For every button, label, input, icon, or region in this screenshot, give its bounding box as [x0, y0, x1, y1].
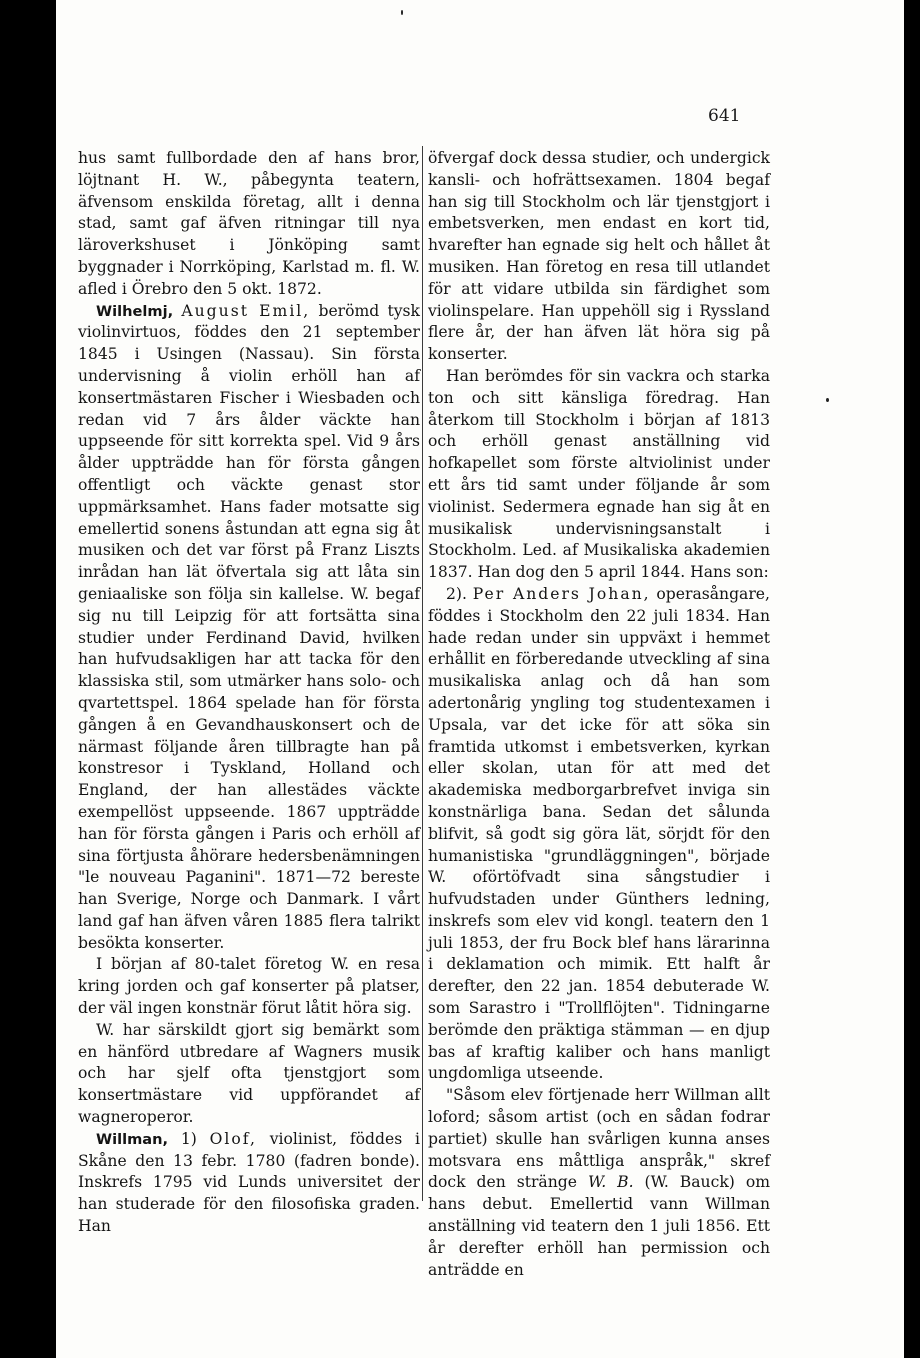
review-text: "Såsom elev förtjenade herr Willman allt loford; såsom artist (och en sådan fodrar partiet) skulle han svårligen kunna anses motsvara ens måttliga anspråk," skref dock den stränge	[428, 1086, 770, 1192]
scanned-page	[56, 0, 904, 1358]
entry-willman	[78, 1129, 420, 1238]
paragraph-wagner: W. har särskildt gjort sig bemärkt som en hänförd utbredare af Wagners musik och har sjelf ofta tjenstgjort som konsertmästare vid uppförandet af wagneroperor.	[78, 1020, 420, 1127]
paragraph-review	[428, 1085, 770, 1281]
given-names: August Emil,	[181, 301, 311, 320]
entry-number: 1)	[168, 1129, 210, 1148]
entry-text: operasångare, föddes i Stockholm den 22 juli 1834. Han hade redan under sin uppväxt i hemmet erhållit en förberedande utveckling af sina musikaliska anlag och då han som adertonårig yngling tog studentexamen i Upsala, var det icke för att söka sin framtida utkomst i embetsverken, kyrkan eller skolan, utan för att med det akademiska medborgarbrefvet inviga sin konstnärliga bana. Sedan det sålunda blifvit, så godt sig göra lät, sörjdt för den humanistiska "grundläggningen", började W. oförtöfvadt sina sångstudier i hufvudstaden under Günthers ledning, inskrefs som elev vid kongl. teatern den 1 juli 1853, der fru Bock blef hans lärarinna i deklamation och mimik. Ett halft år derefter, den 22 jan. 1854 debuterade W. som Sarastro i "Trollflöjten". Tidningarne berömde den präktiga stämman — en djup bas af kraftig kaliber och hans manligt ungdomliga utseende.	[428, 584, 770, 1083]
review-text-end: (W. Bauck) om hans debut. Emellertid vann Willman anställning vid teatern den 1 juli 1856. Ett år derefter erhöll han permission och anträdde en	[428, 1173, 770, 1279]
headword-willman: Willman,	[96, 1130, 169, 1148]
entry-text: berömd tysk violinvirtuos, föddes den 21 september 1845 i Usingen (Nassau). Sin första undervisning å violin erhöll han af konsertmästaren Fischer i Wiesbaden och redan vid 7 års ålder väckte han uppseende för sitt korrekta spel. Vid 9 års ålder uppträdde han för första gången offentligt och väckte genast stor uppmärksamhet. Hans fader motsatte sig emellertid sonens åstundan att egna sig åt musiken och det var först på Franz Liszts inrådan han lät öfvertala sig att låta sin geniaaliske son följa sin kallelse. W. begaf sig nu till Leipzig för att fortsätta sina studier under Ferdinand David, hvilken han hufvudsakligen har att tacka för den klassiska stil, som utmärker hans solo- och qvartettspel. 1864 spelade han för första gången å en Gevandhauskonsert och de närmast följande åren tillbragte han på konstresor i Tyskland, Holland och England, der han allestädes väckte exempellöst uppseende. 1867 uppträdde han för första gången i Paris och erhöll af sina förtjusta åhörare hedersbenämningen "le nouveau Paganini". 1871—72 bereste han Sverige, Norge och Danmark. I vårt land gaf han äfven våren 1885 flera talrikt besökta konserter.	[78, 301, 420, 952]
headword-wilhelmj: Wilhelmj,	[96, 302, 174, 320]
critic-initials: W. B.	[587, 1173, 634, 1192]
right-column	[428, 148, 770, 1281]
paragraph-continuation: öfvergaf dock dessa studier, och undergick kansli- och hofrättsexamen. 1804 begaf han sig till Stockholm och lär tjenstgjort i embetsverken, men endast en kort tid, hvarefter han egnade sig helt och hållet åt musiken. Han företog en resa till utlandet för att vidare utbilda sin färdighet som violinspelare. Han uppehöll sig i Ryssland flere år, der han äfven lät höra sig på konserter.	[428, 149, 770, 364]
entry-per-anders-johan	[428, 584, 770, 1085]
entry-wilhelmj	[78, 301, 420, 955]
paragraph-continuation: hus samt fullbordade den af hans bror, löjtnant H. W., påbegynta teatern, äfvensom enskilda företag, allt i denna stad, samt gaf äfven ritningar till nya läroverkshuset i Jönköping samt byggnader i Norrköping, Karlstad m. fl. W. afled i Örebro den 5 okt. 1872.	[78, 149, 420, 298]
page-number: 641	[708, 106, 741, 126]
scan-speck	[401, 10, 403, 15]
paragraph-career: Han berömdes för sin vackra och starka ton och sitt känsliga föredrag. Han återkom till Stockholm i början af 1813 och erhöll genast anställning vid hofkapellet som förste altviolinist under ett års tid samt under följande år som violinist. Sedermera egnade han sig åt en musikalisk undervisningsanstalt i Stockholm. Led. af Musikaliska akademien 1837. Han dog den 5 april 1844. Hans son:	[428, 366, 770, 582]
scan-speck	[826, 398, 829, 402]
entry-number: 2).	[446, 584, 473, 603]
given-name: Olof,	[209, 1129, 257, 1148]
given-names: Per Anders Johan,	[472, 584, 651, 603]
paragraph-world-tour: I början af 80-talet företog W. en resa kring jorden och gaf konserter på platser, der väl ingen konstnär förut låtit höra sig.	[78, 955, 420, 1018]
column-divider	[422, 146, 423, 1201]
entry-text: violinist, föddes i Skåne den 13 febr. 1780 (fadren bonde). Inskrefs 1795 vid Lunds universitet der han studerade för den filosofiska graden. Han	[78, 1129, 420, 1236]
left-column	[78, 148, 420, 1238]
